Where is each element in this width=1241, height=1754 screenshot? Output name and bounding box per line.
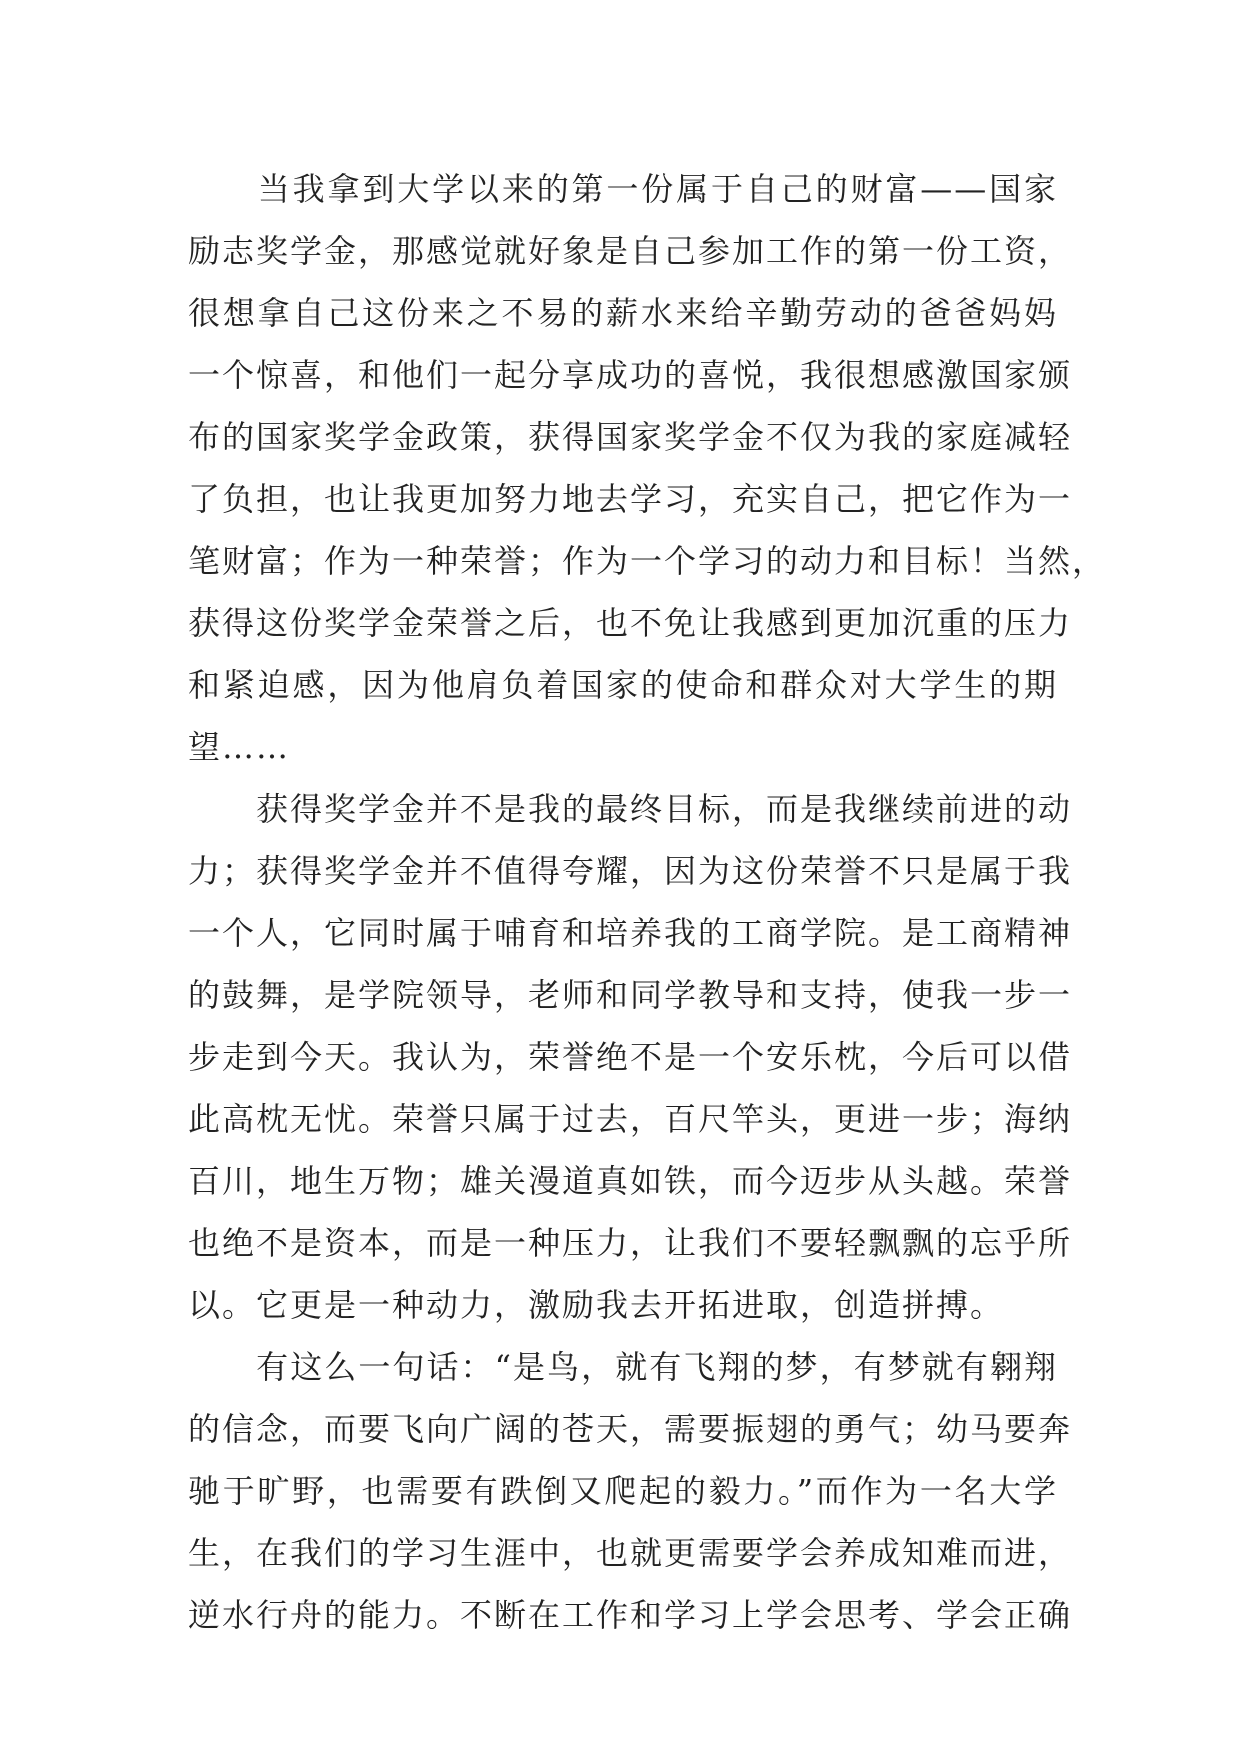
text-line: 笔财富；作为一种荣誉；作为一个学习的动力和目标！当然， bbox=[188, 542, 1107, 580]
text-line: 以。它更是一种动力，激励我去开拓进取，创造拼搏。 bbox=[188, 1286, 1005, 1324]
text-line: 的信念，而要飞向广阔的苍天，需要振翅的勇气；幼马要奔 bbox=[188, 1410, 1073, 1448]
text-line: 获得这份奖学金荣誉之后，也不免让我感到更加沉重的压力 bbox=[188, 604, 1073, 642]
text-line: 有这么一句话：“是鸟，就有飞翔的梦，有梦就有翱翔 bbox=[188, 1348, 1058, 1386]
text-line: 和紧迫感，因为他肩负着国家的使命和群众对大学生的期 bbox=[188, 666, 1058, 704]
text-line: 布的国家奖学金政策，获得国家奖学金不仅为我的家庭减轻 bbox=[188, 418, 1073, 456]
text-line: 力；获得奖学金并不值得夸耀，因为这份荣誉不只是属于我 bbox=[188, 852, 1073, 890]
text-line: 获得奖学金并不是我的最终目标，而是我继续前进的动 bbox=[188, 790, 1073, 828]
text-line: 了负担，也让我更加努力地去学习，充实自己，把它作为一 bbox=[188, 480, 1073, 518]
text-line: 励志奖学金，那感觉就好象是自己参加工作的第一份工资， bbox=[188, 232, 1073, 270]
text-line: 步走到今天。我认为，荣誉绝不是一个安乐枕，今后可以借 bbox=[188, 1038, 1073, 1076]
text-line: 的鼓舞，是学院领导，老师和同学教导和支持，使我一步一 bbox=[188, 976, 1073, 1014]
text-line: 一个人，它同时属于哺育和培养我的工商学院。是工商精神 bbox=[188, 914, 1073, 952]
text-line: 一个惊喜，和他们一起分享成功的喜悦，我很想感激国家颁 bbox=[188, 356, 1073, 394]
text-line: 当我拿到大学以来的第一份属于自己的财富——国家 bbox=[188, 170, 1058, 208]
text-line: 生，在我们的学习生涯中，也就更需要学会养成知难而进， bbox=[188, 1534, 1073, 1572]
text-line: 百川，地生万物；雄关漫道真如铁，而今迈步从头越。荣誉 bbox=[188, 1162, 1073, 1200]
text-line: 逆水行舟的能力。不断在工作和学习上学会思考、学会正确 bbox=[188, 1596, 1073, 1634]
text-line: 驰于旷野，也需要有跌倒又爬起的毅力。”而作为一名大学 bbox=[188, 1472, 1058, 1510]
text-line: 此高枕无忧。荣誉只属于过去，百尺竿头，更进一步；海纳 bbox=[188, 1100, 1073, 1138]
text-line: 也绝不是资本，而是一种压力，让我们不要轻飘飘的忘乎所 bbox=[188, 1224, 1073, 1262]
text-line: 望…… bbox=[188, 728, 291, 766]
text-line: 很想拿自己这份来之不易的薪水来给辛勤劳动的爸爸妈妈 bbox=[188, 294, 1058, 332]
body-text bbox=[188, 158, 1107, 1646]
